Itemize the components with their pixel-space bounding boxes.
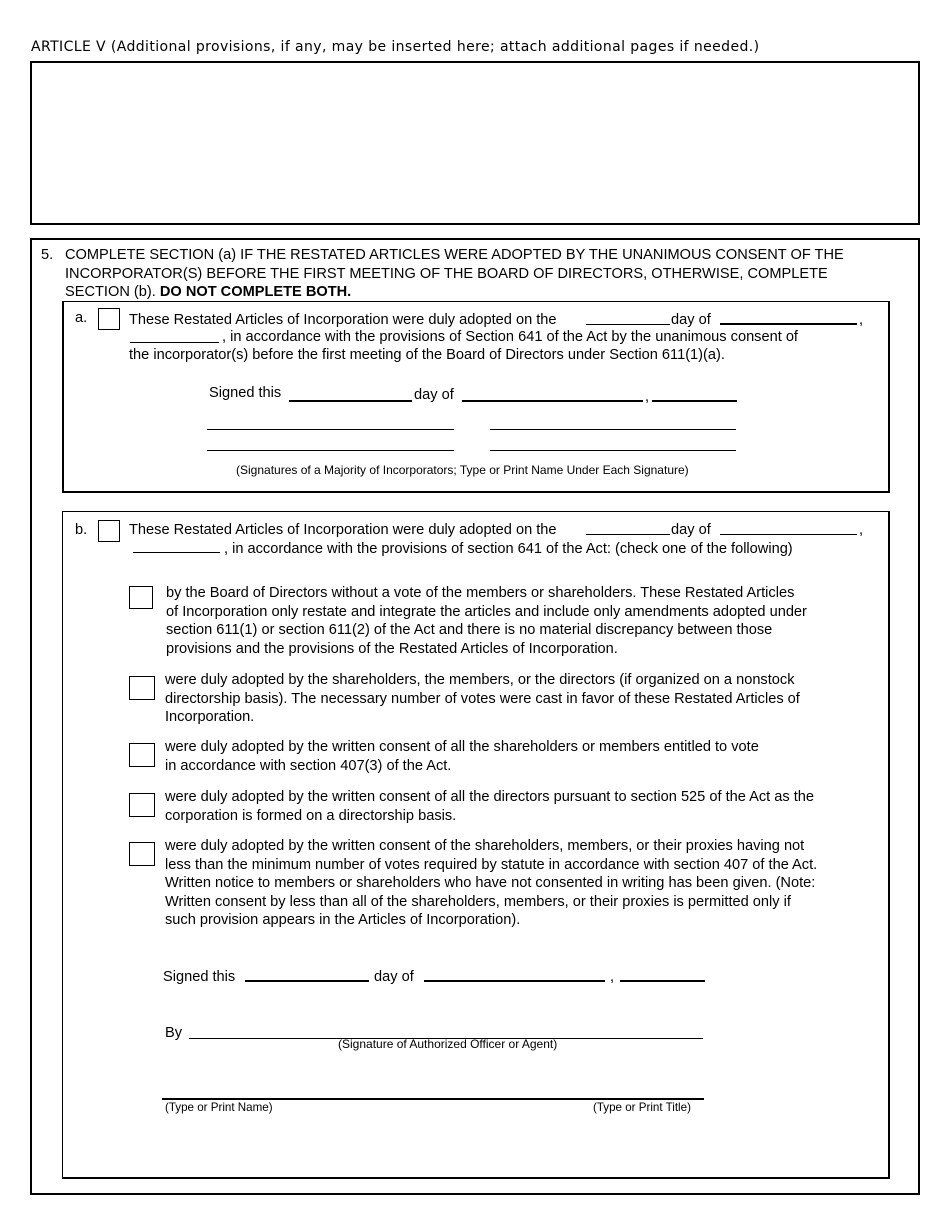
section-5-instructions [65,246,844,302]
option-1-line-1: by the Board of Directors without a vote of the members or shareholders. These Restated Articles [166,585,795,601]
section-a-signed-comma: , [645,389,650,405]
section-5-intro-line3 [65,283,844,302]
option-5-line-5: such provision appears in the Articles of Incorporation). [165,912,521,928]
incorporator-signature-line-2[interactable] [490,429,736,430]
section-a-signed-day-of-label: day of [414,387,454,403]
incorporator-signature-line-4[interactable] [490,450,736,451]
option-4-line-2: corporation is formed on a directorship basis. [165,807,457,824]
section-b-adopted-month-field[interactable] [720,534,857,535]
name-and-title-field[interactable] [162,1098,704,1100]
option-written-consent-majority-text [165,837,817,930]
section-b-signed-year-field[interactable] [620,980,705,982]
section-a-adopted-day-field[interactable] [586,324,670,325]
section-a-checkbox[interactable] [98,308,120,330]
section-b-signed-this-label: Signed this [163,969,236,985]
section-a-adopted-year-field[interactable] [130,342,219,343]
option-written-consent-all-shareholders-checkbox[interactable] [129,743,155,767]
section-a-line1: These Restated Articles of Incorporation were duly adopted on the [129,312,557,328]
section-a-signed-day-field[interactable] [289,400,412,402]
option-board-of-directors-text [166,584,807,658]
section-b-adopted-year-field[interactable] [133,552,220,553]
section-a-day-of-label: day of [671,312,711,328]
option-shareholders-vote-text [165,671,800,727]
section-a-letter: a. [75,310,88,326]
option-written-consent-directors-checkbox[interactable] [129,793,155,817]
incorporator-signature-line-3[interactable] [207,450,454,451]
option-board-of-directors-checkbox[interactable] [129,586,153,609]
section-5-number: 5. [41,247,54,263]
section-b-day-of-label: day of [671,522,711,538]
option-2-line-2: directorship basis). The necessary number of votes were cast in favor of these Restated Articles of [165,690,800,707]
section-a-comma: , [859,312,864,328]
option-shareholders-vote-checkbox[interactable] [129,676,155,700]
by-label: By [165,1025,183,1041]
option-1-line-2: of Incorporation only restate and integrate the articles and include only amendments adopted under [166,603,807,620]
type-or-print-name-caption: (Type or Print Name) [165,1101,273,1114]
option-3-line-1: were duly adopted by the written consent of all the shareholders or members entitled to vote [165,739,759,755]
section-b-checkbox[interactable] [98,520,120,542]
article-v-provisions-box[interactable] [30,61,920,225]
section-5-intro-line1: COMPLETE SECTION (a) IF THE RESTATED ARTICLES WERE ADOPTED BY THE UNANIMOUS CONSENT OF THE [65,247,844,263]
section-a-line3: the incorporator(s) before the first meeting of the Board of Directors under Section 611(1)(a). [129,347,725,363]
option-written-consent-all-shareholders-text [165,738,759,775]
type-or-print-title-caption: (Type or Print Title) [593,1101,691,1114]
option-2-line-1: were duly adopted by the shareholders, the members, or the directors (if organized on a nonstock [165,672,795,688]
option-1-line-3: section 611(1) or section 611(2) of the Act and there is no material discrepancy between those [166,622,773,638]
do-not-complete-both-warning: DO NOT COMPLETE BOTH. [159,284,352,300]
option-1-line-4: provisions and the provisions of the Restated Articles of Incorporation. [166,640,618,657]
section-b-signed-day-field[interactable] [245,980,369,982]
option-5-line-1: were duly adopted by the written consent of the shareholders, members, or their proxies having not [165,838,805,854]
section-b-line1: These Restated Articles of Incorporation were duly adopted on the [129,522,557,538]
option-5-line-3: Written notice to members or shareholders who have not consented in writing has been given. (Note: [165,875,816,891]
option-written-consent-directors-text [165,788,814,825]
option-written-consent-majority-checkbox[interactable] [129,842,155,866]
section-b-signed-day-of-label: day of [374,969,414,985]
section-b-letter: b. [75,522,88,538]
section-b-line2: , in accordance with the provisions of section 641 of the Act: (check one of the following) [224,541,793,557]
option-5-line-4: Written consent by less than all of the shareholders, members, or their proxies is permitted only if [165,893,791,910]
incorporator-signature-line-1[interactable] [207,429,454,430]
section-a-line2: , in accordance with the provisions of Section 641 of the Act by the unanimous consent of [222,329,798,345]
section-5-intro-line3-text: SECTION (b). [65,284,160,300]
option-2-line-3: Incorporation. [165,709,255,725]
section-b-adopted-day-field[interactable] [586,534,670,535]
signature-caption: (Signature of Authorized Officer or Agent) [338,1037,558,1051]
option-4-line-1: were duly adopted by the written consent of all the directors pursuant to section 525 of the Act as the [165,789,815,805]
section-5-intro-line2: INCORPORATOR(S) BEFORE THE FIRST MEETING OF THE BOARD OF DIRECTORS, OTHERWISE, COMPLETE [65,265,828,282]
section-a-adopted-month-field[interactable] [720,323,857,325]
section-a-signed-month-field[interactable] [462,400,643,402]
option-3-line-2: in accordance with section 407(3) of the Act. [165,757,452,774]
section-a-signed-year-field[interactable] [652,400,737,402]
section-a-signed-this-label: Signed this [209,385,282,401]
section-b-signed-month-field[interactable] [424,980,605,982]
section-b-comma: , [859,522,864,538]
section-b-signed-comma: , [610,969,615,985]
article-v-provisions-input[interactable] [36,67,916,223]
option-5-line-2: less than the minimum number of votes required by statute in accordance with section 407 of the Act. [165,856,818,873]
article-v-heading: ARTICLE V (Additional provisions, if any, may be inserted here; attach additional pages if needed.) [31,39,760,55]
section-a-signatures-caption: (Signatures of a Majority of Incorporators; Type or Print Name Under Each Signature) [236,463,689,477]
